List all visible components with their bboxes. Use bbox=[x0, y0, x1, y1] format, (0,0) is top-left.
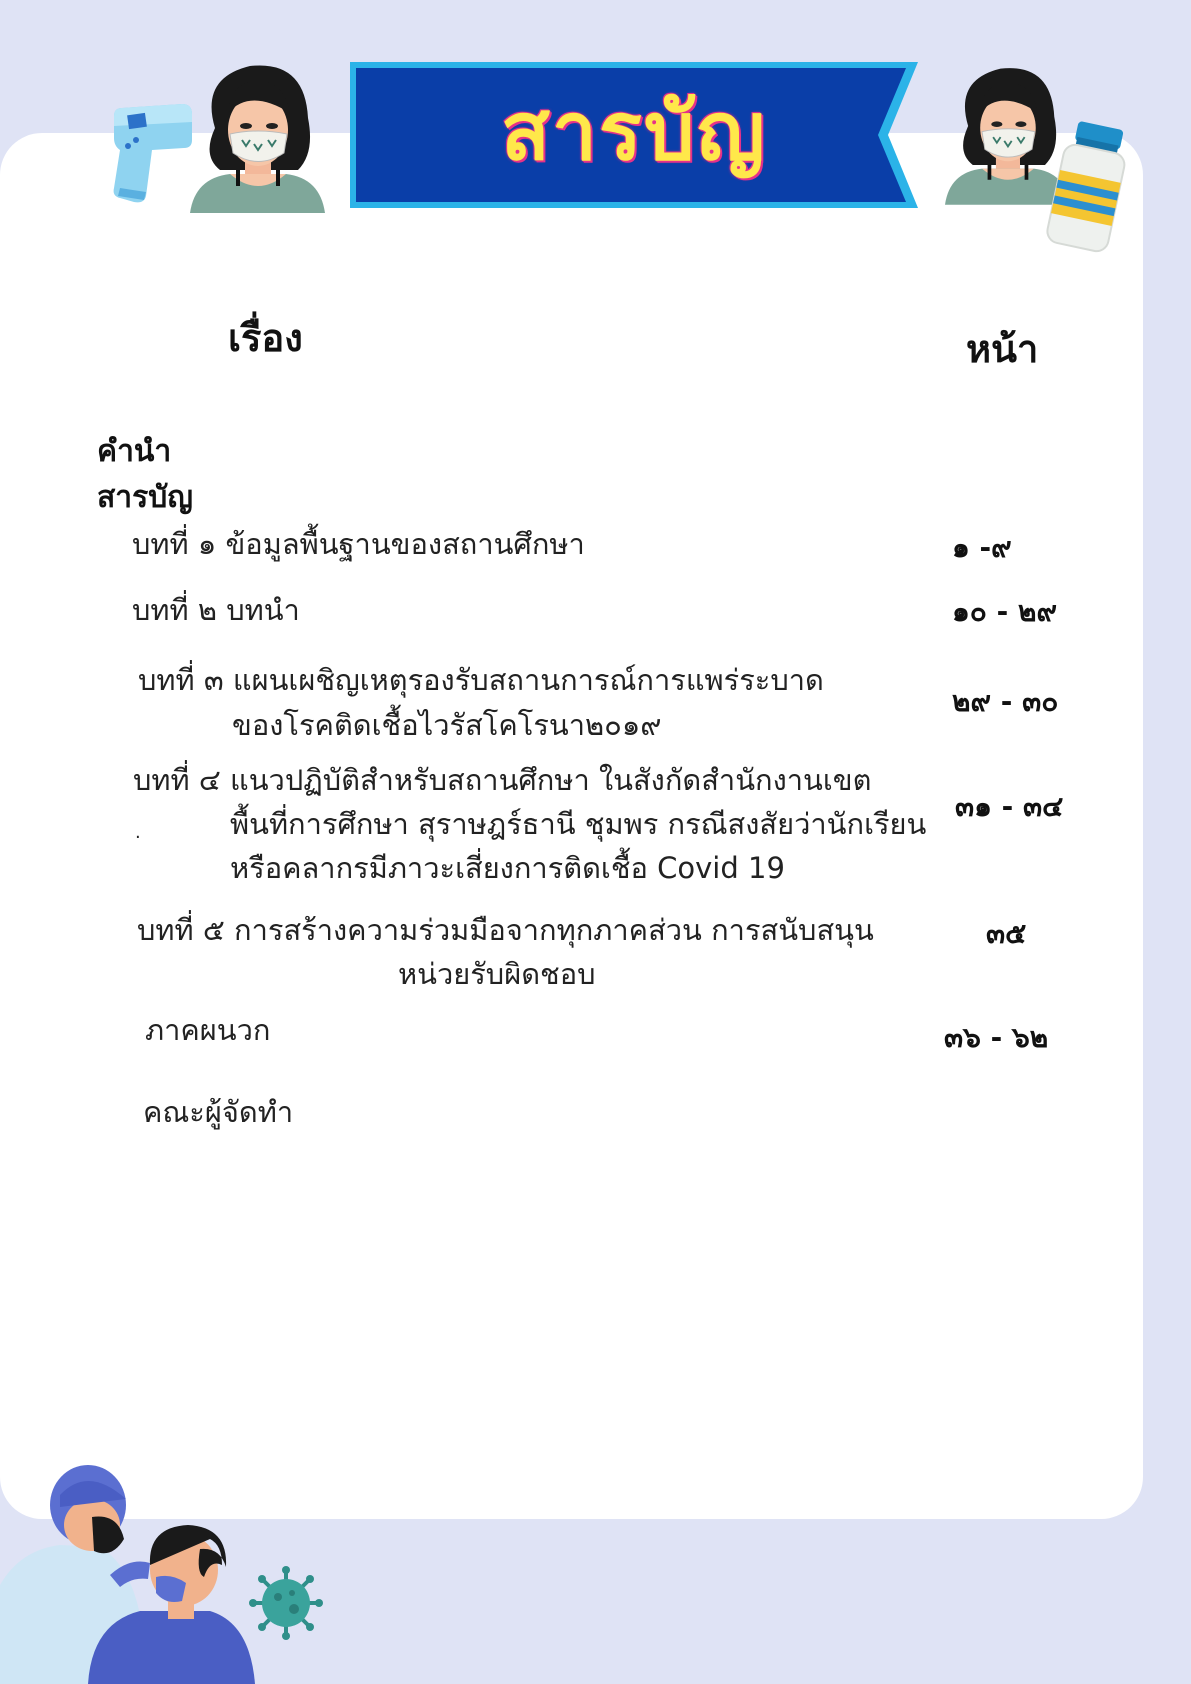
front-matter-toc: สารบัญ bbox=[97, 480, 193, 515]
toc-entry-chapter-5: บทที่ ๕ การสร้างความร่วมมือจากทุกภาคส่วน การสนับสนุน bbox=[137, 913, 874, 947]
toc-entry-appendix: ภาคผนวก bbox=[145, 1013, 271, 1047]
toc-entry-chapter-3-line-2: ของโรคติดเชื้อไวรัสโคโรนา๒๐๑๙ bbox=[232, 708, 662, 742]
toc-pages-chapter-5: ๓๕ bbox=[986, 917, 1027, 950]
page-column-header: หน้า bbox=[966, 327, 1039, 371]
title-banner bbox=[348, 60, 920, 210]
toc-entry-chapter-5-line-2: หน่วยรับผิดชอบ bbox=[398, 957, 596, 991]
page-title: สารบัญ bbox=[501, 84, 767, 178]
toc-pages-chapter-4: ๓๑ - ๓๔ bbox=[955, 790, 1064, 823]
medicine-bottle-icon bbox=[1045, 120, 1129, 255]
toc-entry-chapter-4-line-3: หรือคลากรมีภาวะเสี่ยงการติดเชื้อ Covid 19 bbox=[230, 851, 785, 885]
toc-pages-chapter-1: ๑ -๙ bbox=[952, 531, 1012, 564]
toc-entry-chapter-2: บทที่ ๒ บทนำ bbox=[132, 593, 300, 627]
masked-woman-icon bbox=[190, 58, 325, 213]
virus-icon bbox=[248, 1565, 324, 1641]
stray-mark: . bbox=[135, 822, 141, 843]
toc-entry-chapter-1: บทที่ ๑ ข้อมูลพื้นฐานของสถานศึกษา bbox=[132, 527, 585, 561]
topic-column-header: เรื่อง bbox=[228, 316, 303, 360]
toc-entry-authors: คณะผู้จัดทำ bbox=[143, 1095, 294, 1129]
toc-entry-chapter-3: บทที่ ๓ แผนเผชิญเหตุรองรับสถานการณ์การแพร่ระบาด bbox=[138, 663, 824, 697]
nasal-swab-test-icon bbox=[0, 1455, 265, 1684]
front-matter-foreword: คำนำ bbox=[97, 434, 172, 469]
thermometer-icon bbox=[108, 100, 196, 205]
toc-entry-chapter-4-line-2: พื้นที่การศึกษา สุราษฎร์ธานี ชุมพร กรณีสงสัยว่านักเรียน bbox=[230, 807, 927, 841]
toc-pages-chapter-2: ๑๐ - ๒๙ bbox=[952, 595, 1057, 628]
toc-pages-appendix: ๓๖ - ๖๒ bbox=[944, 1021, 1049, 1054]
toc-pages-chapter-3: ๒๙ - ๓๐ bbox=[952, 685, 1059, 718]
toc-entry-chapter-4: บทที่ ๔ แนวปฏิบัติสำหรับสถานศึกษา ในสังกัดสำนักงานเขต bbox=[133, 763, 872, 797]
